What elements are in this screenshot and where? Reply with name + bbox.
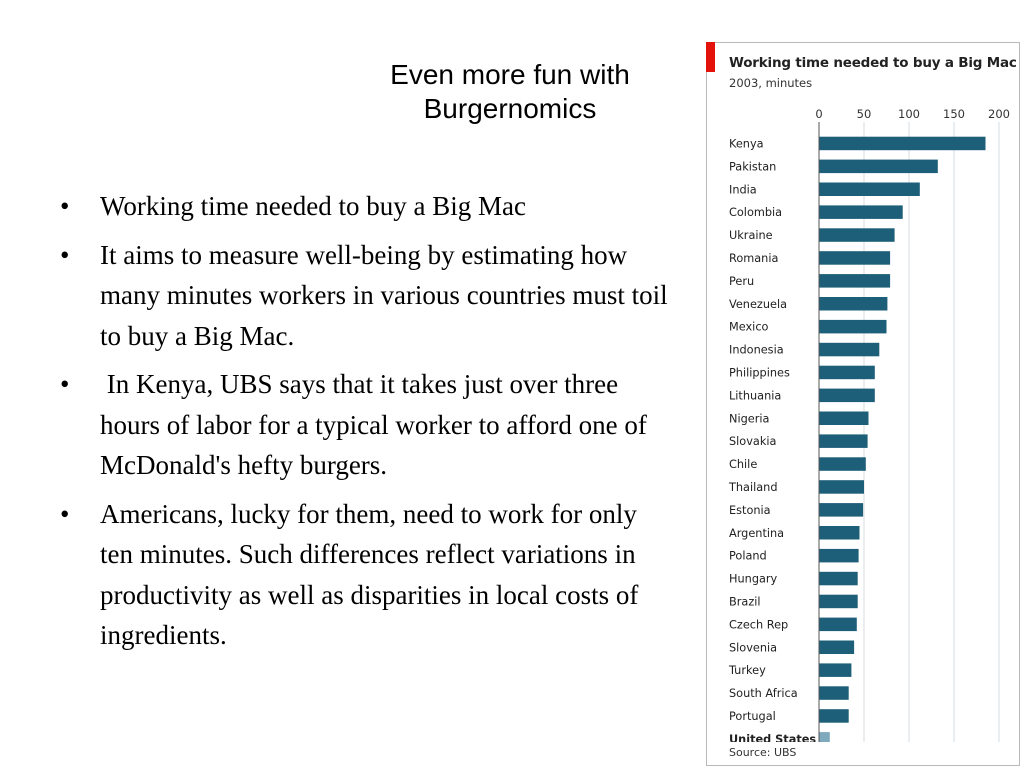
chart-title: Working time needed to buy a Big Mac (729, 55, 1017, 71)
bullet-marker: • (60, 239, 70, 270)
category-label: Hungary (729, 572, 778, 586)
bar (819, 366, 875, 380)
bar (819, 457, 866, 471)
brand-tab (706, 42, 715, 72)
bullet-text: Americans, lucky for them, need to work for only ten minutes. Such differences reflect variations in productivity as well as disparities in local costs of ingredients. (100, 498, 639, 650)
bar-chart (706, 98, 1018, 742)
bar (819, 549, 859, 563)
category-label: Portugal (729, 709, 776, 723)
category-label: Slovenia (729, 641, 778, 655)
category-label: Argentina (729, 526, 785, 540)
x-tick-label: 150 (943, 107, 965, 121)
category-label: Thailand (729, 480, 778, 494)
category-label: Slovakia (729, 435, 777, 449)
x-tick-label: 100 (898, 107, 920, 121)
bar (819, 160, 938, 174)
bullet-item (56, 364, 676, 486)
category-label: Estonia (729, 503, 771, 517)
bar (819, 641, 854, 655)
bullet-marker: • (60, 191, 70, 221)
bar (819, 526, 860, 540)
category-label: Pakistan (729, 160, 777, 174)
bar (819, 228, 895, 242)
category-label: Chile (729, 458, 758, 472)
bar (819, 205, 903, 219)
category-label: United States (729, 732, 817, 742)
category-label: Venezuela (729, 297, 788, 311)
category-label: Lithuania (729, 389, 782, 403)
category-label: South Africa (729, 687, 798, 701)
x-tick-label: 200 (988, 107, 1010, 121)
bar (819, 595, 858, 609)
category-label: Poland (729, 549, 767, 563)
bullet-list (56, 186, 676, 664)
bar (819, 663, 851, 677)
bullet-text: It aims to measure well-being by estimating how many minutes workers in various countries must toil to buy a Big Mac. (100, 239, 668, 351)
bullet-marker: • (60, 498, 70, 529)
category-label: Kenya (729, 137, 764, 151)
chart-source: Source: UBS (729, 746, 797, 759)
bar (819, 686, 849, 700)
bullet-text: Working time needed to buy a Big Mac (100, 191, 526, 221)
category-label: Philippines (729, 366, 790, 380)
slide-title-line-1: Even more fun with (390, 59, 630, 90)
bar (819, 137, 986, 151)
bar (819, 709, 849, 723)
x-tick-label: 50 (856, 107, 872, 121)
category-label: Brazil (729, 595, 761, 609)
bar (819, 343, 879, 357)
bar (819, 618, 857, 632)
bar (819, 251, 890, 265)
category-label: Turkey (729, 664, 766, 678)
bar (819, 183, 920, 197)
bar (819, 297, 887, 311)
category-label: Czech Rep (729, 618, 789, 632)
bar (819, 274, 890, 288)
bullet-item (56, 235, 676, 357)
chart-subtitle: 2003, minutes (729, 76, 813, 90)
category-label: India (729, 183, 757, 197)
bar (819, 434, 868, 448)
bullet-item (56, 186, 676, 227)
category-label: Colombia (729, 206, 783, 220)
category-label: Ukraine (729, 229, 773, 243)
bar (819, 389, 875, 403)
slide-title (330, 58, 690, 126)
category-label: Indonesia (729, 343, 784, 357)
category-label: Mexico (729, 320, 769, 334)
bullet-item (56, 494, 676, 656)
x-tick-label: 0 (815, 107, 823, 121)
category-label: Peru (729, 274, 755, 288)
bullet-marker: • (60, 369, 70, 399)
bar (819, 412, 869, 426)
bar (819, 320, 887, 334)
category-label: Nigeria (729, 412, 770, 426)
bar (819, 480, 864, 494)
bar (819, 732, 830, 742)
category-label: Romania (729, 251, 779, 265)
bar (819, 503, 863, 516)
bullet-text: In Kenya, UBS says that it takes just over three hours of labor for a typical worker to afford one of McDonald's hefty burgers. (100, 369, 654, 480)
slide-title-line-2: Burgernomics (423, 93, 597, 124)
bar (819, 572, 858, 586)
